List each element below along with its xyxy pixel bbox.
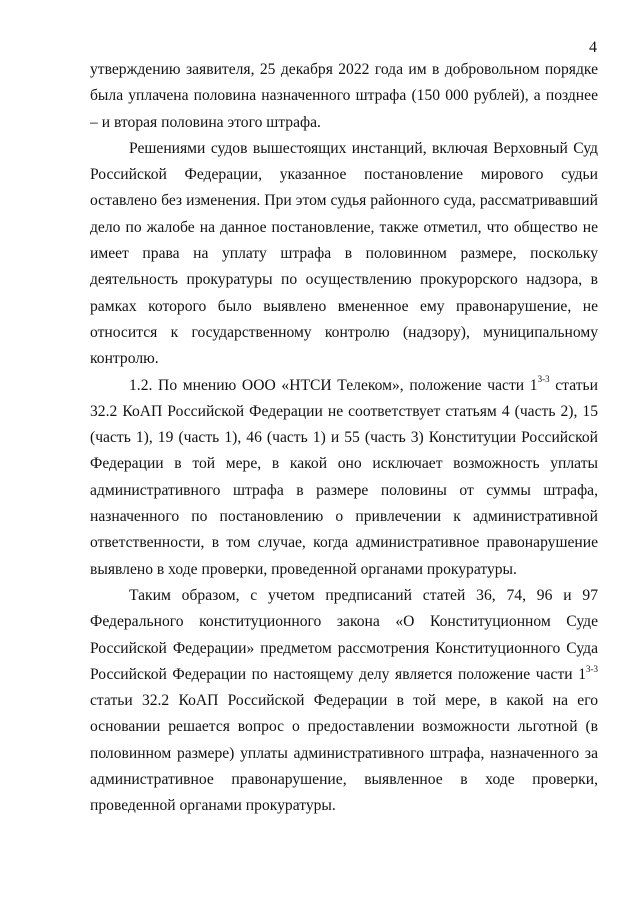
paragraph-text: Решениями судов вышестоящих инстанций, включая Верховный Суд Российской Федерации, указанное постановление мирового судьи оставлено без изменения. При этом судья районного суда, рассматривавший дело по жалобе на данное постановление, также отметил, что общество не имеет права на уплату штрафа в половинном размере, поскольку деятельность прокуратуры по осуществлению прокурорского надзора, в рамках которого было выявлено вмененное ему правонарушение, не относится к государственному контролю (надзору), муниципальному контролю. bbox=[90, 139, 598, 368]
paragraph-2 bbox=[90, 136, 598, 373]
paragraph-text-start: Таким образом, с учетом предписаний статей 36, 74, 96 и 97 Федерального конституционного закона «О Конституционном Суде Российской Федерации» предметом рассмотрения Конституционного Суда Российской Федерации по настоящему делу является положение части 1 bbox=[90, 586, 598, 683]
page-number: 4 bbox=[589, 39, 597, 56]
paragraph-text-start: 1.2. По мнению ООО «НТСИ Телеком», положение части 1 bbox=[129, 376, 538, 394]
paragraph-text-end: статьи 32.2 КоАП Российской Федерации в той мере, в какой на его основании решается вопрос о предоставлении возможности льготной (в половинном размере) уплаты административного штрафа, назначенного за административное правонарушение, выявленное в ходе проверки, проведенной органами прокуратуры. bbox=[90, 692, 598, 815]
paragraph-3 bbox=[90, 373, 598, 583]
paragraph-text-end: статьи 32.2 КоАП Российской Федерации не соответствует статьям 4 (часть 2), 15 (часть 1), 19 (часть 1), 46 (часть 1) и 55 (часть 3) Конституции Российской Федерации в той мере, в какой оно исключает возможность уплаты административного штрафа в размере половины от суммы штрафа, назначенного по постановлению о привлечении к административной ответственности, в том случае, когда административное правонарушение выявлено в ходе проверки, проведенной органами прокуратуры. bbox=[90, 376, 598, 578]
paragraph-1 bbox=[90, 57, 598, 136]
paragraph-4 bbox=[90, 583, 598, 820]
superscript-index: 3-3 bbox=[586, 663, 598, 674]
paragraph-text: утверждению заявителя, 25 декабря 2022 года им в добровольном порядке была уплачена половина назначенного штрафа (150 000 рублей), а позднее – и вторая половина этого штрафа. bbox=[90, 61, 598, 131]
superscript-index: 3-3 bbox=[537, 374, 550, 385]
document-body bbox=[90, 57, 598, 820]
